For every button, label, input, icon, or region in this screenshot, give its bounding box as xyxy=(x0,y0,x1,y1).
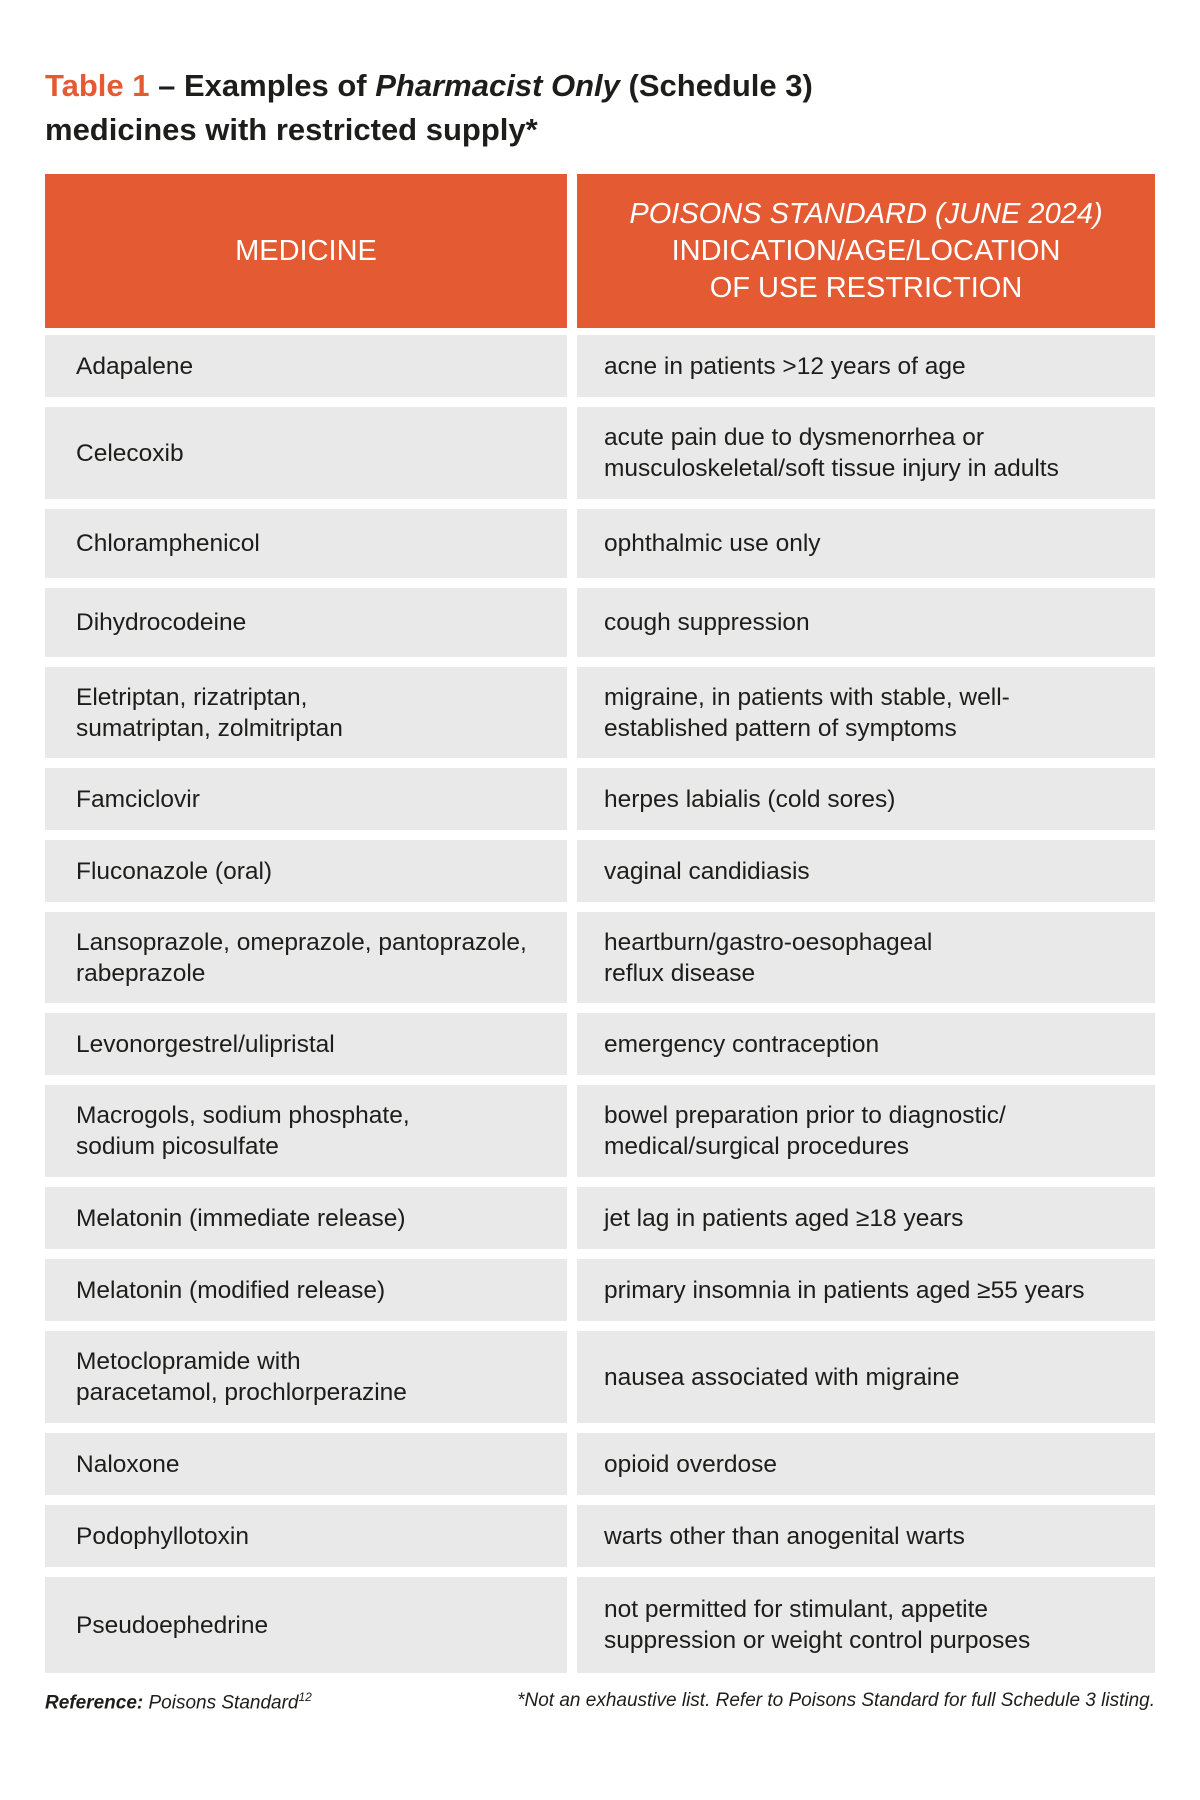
restriction-cell xyxy=(577,840,1155,902)
medicine-text: Naloxone xyxy=(76,1450,180,1478)
medicine-text: Podophyllotoxin xyxy=(76,1522,249,1550)
medicine-cell xyxy=(45,667,567,758)
restriction-cell xyxy=(577,1577,1155,1673)
header-medicine-label: MEDICINE xyxy=(235,234,377,267)
medicine-text: Chloramphenicol xyxy=(76,530,260,557)
medicine-cell xyxy=(45,1433,567,1495)
reference-superscript: 12 xyxy=(298,1690,312,1704)
restriction-text: herpes labialis (cold sores) xyxy=(604,785,896,813)
medicine-cell xyxy=(45,1259,567,1321)
table-number: Table 1 xyxy=(45,68,150,103)
restriction-text: musculoskeletal/soft tissue injury in adults xyxy=(604,455,1059,482)
medicine-cell xyxy=(45,768,567,830)
restriction-text: reflux disease xyxy=(604,959,756,987)
restriction-cell xyxy=(577,1505,1155,1567)
medicine-text: Metoclopramide with xyxy=(76,1348,301,1375)
restriction-text: migraine, in patients with stable, well- xyxy=(604,683,1010,711)
restriction-cell xyxy=(577,1331,1155,1423)
medicine-text: paracetamol, prochlorperazine xyxy=(76,1379,407,1406)
medicine-text: Lansoprazole, omeprazole, pantoprazole, xyxy=(76,928,527,956)
restriction-text: cough suppression xyxy=(604,609,810,636)
restriction-text: ophthalmic use only xyxy=(604,530,821,557)
reference-text: Poisons Standard xyxy=(143,1692,299,1714)
restriction-text: acne in patients >12 years of age xyxy=(604,352,966,380)
restriction-text: heartburn/gastro-oesophageal xyxy=(604,928,933,956)
medicine-cell xyxy=(45,1577,567,1673)
restriction-cell xyxy=(577,1013,1155,1075)
reference-label: Reference: xyxy=(45,1692,144,1714)
medicine-cell xyxy=(45,1331,567,1423)
restriction-text: warts other than anogenital warts xyxy=(604,1522,965,1550)
restriction-text: opioid overdose xyxy=(604,1450,777,1478)
header-restriction xyxy=(577,174,1155,328)
restriction-cell xyxy=(577,1259,1155,1321)
medicine-text: Fluconazole (oral) xyxy=(76,857,273,885)
restriction-text: acute pain due to dysmenorrhea or xyxy=(604,424,984,451)
medicine-cell xyxy=(45,509,567,578)
footer xyxy=(45,1690,1155,1714)
restriction-cell xyxy=(577,335,1155,397)
restriction-cell xyxy=(577,1085,1155,1177)
medicine-text: Levonorgestrel/ulipristal xyxy=(76,1030,335,1058)
medicine-text: Melatonin (immediate release) xyxy=(76,1204,406,1232)
restriction-text: medical/surgical procedures xyxy=(604,1133,910,1160)
medicines-table xyxy=(45,174,1155,1683)
medicine-text: Famciclovir xyxy=(76,785,200,813)
restriction-cell xyxy=(577,1187,1155,1249)
restriction-cell xyxy=(577,768,1155,830)
medicine-cell xyxy=(45,1505,567,1567)
medicine-text: Celecoxib xyxy=(76,439,184,467)
title-part2: (Schedule 3) xyxy=(619,68,813,103)
restriction-text: not permitted for stimulant, appetite xyxy=(604,1596,989,1623)
title-line2: medicines with restricted supply* xyxy=(45,112,538,147)
footnote: *Not an exhaustive list. Refer to Poisons Standard for full Schedule 3 listing. xyxy=(517,1690,1155,1711)
medicine-cell xyxy=(45,912,567,1003)
medicine-text: Pseudoephedrine xyxy=(76,1611,269,1639)
medicine-text: Adapalene xyxy=(76,352,194,380)
restriction-cell xyxy=(577,912,1155,1003)
medicine-cell xyxy=(45,335,567,397)
medicine-cell xyxy=(45,588,567,657)
header-restriction-line2: INDICATION/AGE/LOCATION xyxy=(671,234,1061,267)
restriction-text: suppression or weight control purposes xyxy=(604,1627,1031,1654)
header-restriction-italic: POISONS STANDARD (JUNE 2024) xyxy=(629,197,1103,230)
restriction-text: nausea associated with migraine xyxy=(604,1363,960,1391)
restriction-text: bowel preparation prior to diagnostic/ xyxy=(604,1102,1006,1129)
medicine-cell xyxy=(45,1013,567,1075)
restriction-cell xyxy=(577,509,1155,578)
medicine-cell xyxy=(45,1187,567,1249)
medicine-cell xyxy=(45,1085,567,1177)
medicine-text: Dihydrocodeine xyxy=(76,609,247,636)
restriction-cell xyxy=(577,1433,1155,1495)
medicine-cell xyxy=(45,407,567,499)
medicine-text: Melatonin (modified release) xyxy=(76,1276,386,1304)
title-italic: Pharmacist Only xyxy=(375,68,620,103)
medicine-text: Macrogols, sodium phosphate, xyxy=(76,1102,410,1129)
medicine-text: Eletriptan, rizatriptan, xyxy=(76,683,308,711)
medicine-text: sumatriptan, zolmitriptan xyxy=(76,714,343,742)
restriction-text: established pattern of symptoms xyxy=(604,714,957,742)
restriction-text: emergency contraception xyxy=(604,1030,880,1058)
restriction-cell xyxy=(577,407,1155,499)
medicine-cell xyxy=(45,840,567,902)
restriction-cell xyxy=(577,588,1155,657)
restriction-text: primary insomnia in patients aged ≥55 years xyxy=(604,1276,1085,1304)
header-restriction-line3: OF USE RESTRICTION xyxy=(709,271,1023,304)
medicine-text: rabeprazole xyxy=(76,959,206,987)
restriction-text: vaginal candidiasis xyxy=(604,857,810,885)
table-title xyxy=(45,64,1145,152)
restriction-text: jet lag in patients aged ≥18 years xyxy=(604,1204,964,1232)
title-part1: – Examples of xyxy=(149,68,376,103)
restriction-cell xyxy=(577,667,1155,758)
medicine-text: sodium picosulfate xyxy=(76,1133,279,1160)
header-medicine xyxy=(45,174,567,328)
